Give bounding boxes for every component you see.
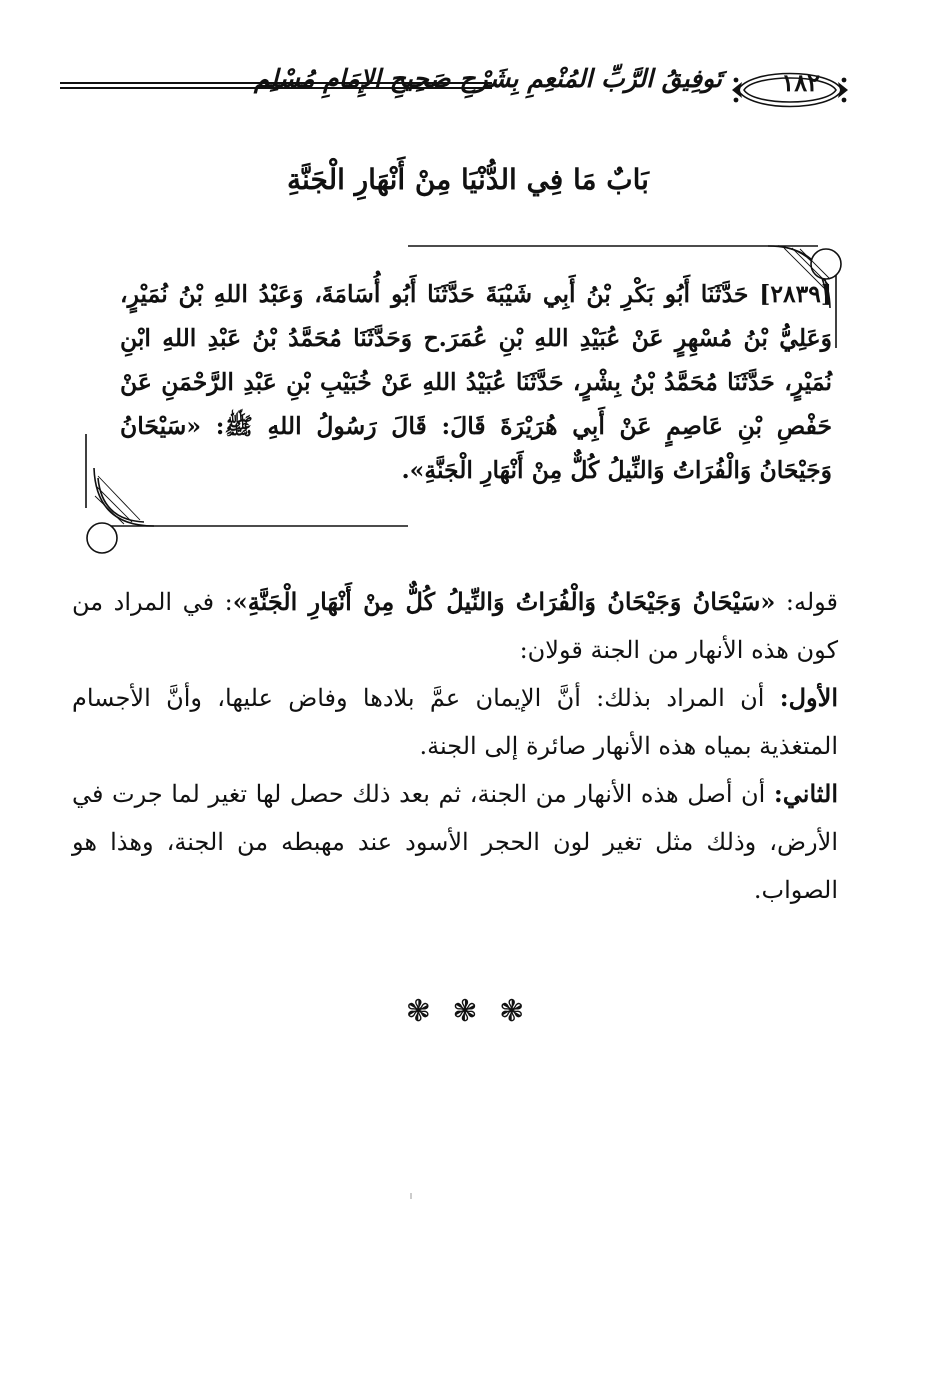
page-number: ١٨٢ xyxy=(781,68,820,97)
commentary-paragraph xyxy=(72,578,838,674)
page-header xyxy=(60,60,850,130)
book-title: تَوفِيقُ الرَّبِّ المُنْعِمِ بِشَرْحِ صَحِيحِ الإِمَامِ مُسْلِم xyxy=(253,64,722,93)
commentary-paragraph xyxy=(72,674,838,770)
commentary-text: أن أصل هذه الأنهار من الجنة، ثم بعد ذلك حصل لها تغير لما جرت في الأرض، وذلك مثل تغير لون الحجر الأسود عند مهبطه من الجنة، وهذا هو الصواب. xyxy=(72,780,838,904)
hadith-text: [٢٨٣٩] حَدَّثَنَا أَبُو بَكْرِ بْنُ أَبِي شَيْبَةَ حَدَّثَنَا أَبُو أُسَامَةَ، وَعَبْدُ اللهِ بْنُ نُمَيْرٍ، وَعَلِيُّ بْنُ مُسْهِرٍ عَنْ عُبَيْدِ اللهِ بْنِ عُمَرَ.ح وَحَدَّثَنَا مُحَمَّدُ بْنُ عَبْدِ اللهِ ابْنِ نُمَيْرٍ، حَدَّثَنَا مُحَمَّدُ بْنُ بِشْرٍ، حَدَّثَنَا عُبَيْدُ اللهِ عَنْ خُبَيْبِ بْنِ عَبْدِ الرَّحْمَنِ عَنْ حَفْصِ بْنِ عَاصِمٍ عَنْ أَبِي هُرَيْرَةَ قَالَ: قَالَ رَسُولُ اللهِ ﷺ: «سَيْحَانُ وَجَيْحَانُ وَالْفُرَاتُ وَالنِّيلُ كُلٌّ مِنْ أَنْهَارِ الْجَنَّةِ». xyxy=(120,280,832,484)
commentary xyxy=(72,578,838,914)
commentary-text: أن المراد بذلك: أنَّ الإيمان عمَّ بلادها وفاض عليها، وأنَّ الأجسام المتغذية بمياه هذه الأنهار صائرة إلى الجنة. xyxy=(72,684,838,760)
first-view-label: الأول: xyxy=(779,683,838,712)
chapter-title: بَابٌ مَا فِي الدُّنْيَا مِنْ أَنْهَارِ الْجَنَّةِ xyxy=(287,163,649,196)
scan-mark xyxy=(410,1193,412,1199)
second-view-label: الثاني: xyxy=(773,779,838,808)
hadith-quote: «سَيْحَانُ وَجَيْحَانُ وَالْفُرَاتُ وَالنِّيلُ كُلٌّ مِنْ أَنْهَارِ الْجَنَّةِ» xyxy=(232,587,776,616)
commentary-text: : في المراد من كون هذه الأنهار من الجنة قولان: xyxy=(72,588,838,664)
commentary-lead: قوله: xyxy=(775,588,839,616)
commentary-paragraph xyxy=(72,770,838,914)
section-separator: ❃ ❃ ❃ xyxy=(405,994,531,1029)
